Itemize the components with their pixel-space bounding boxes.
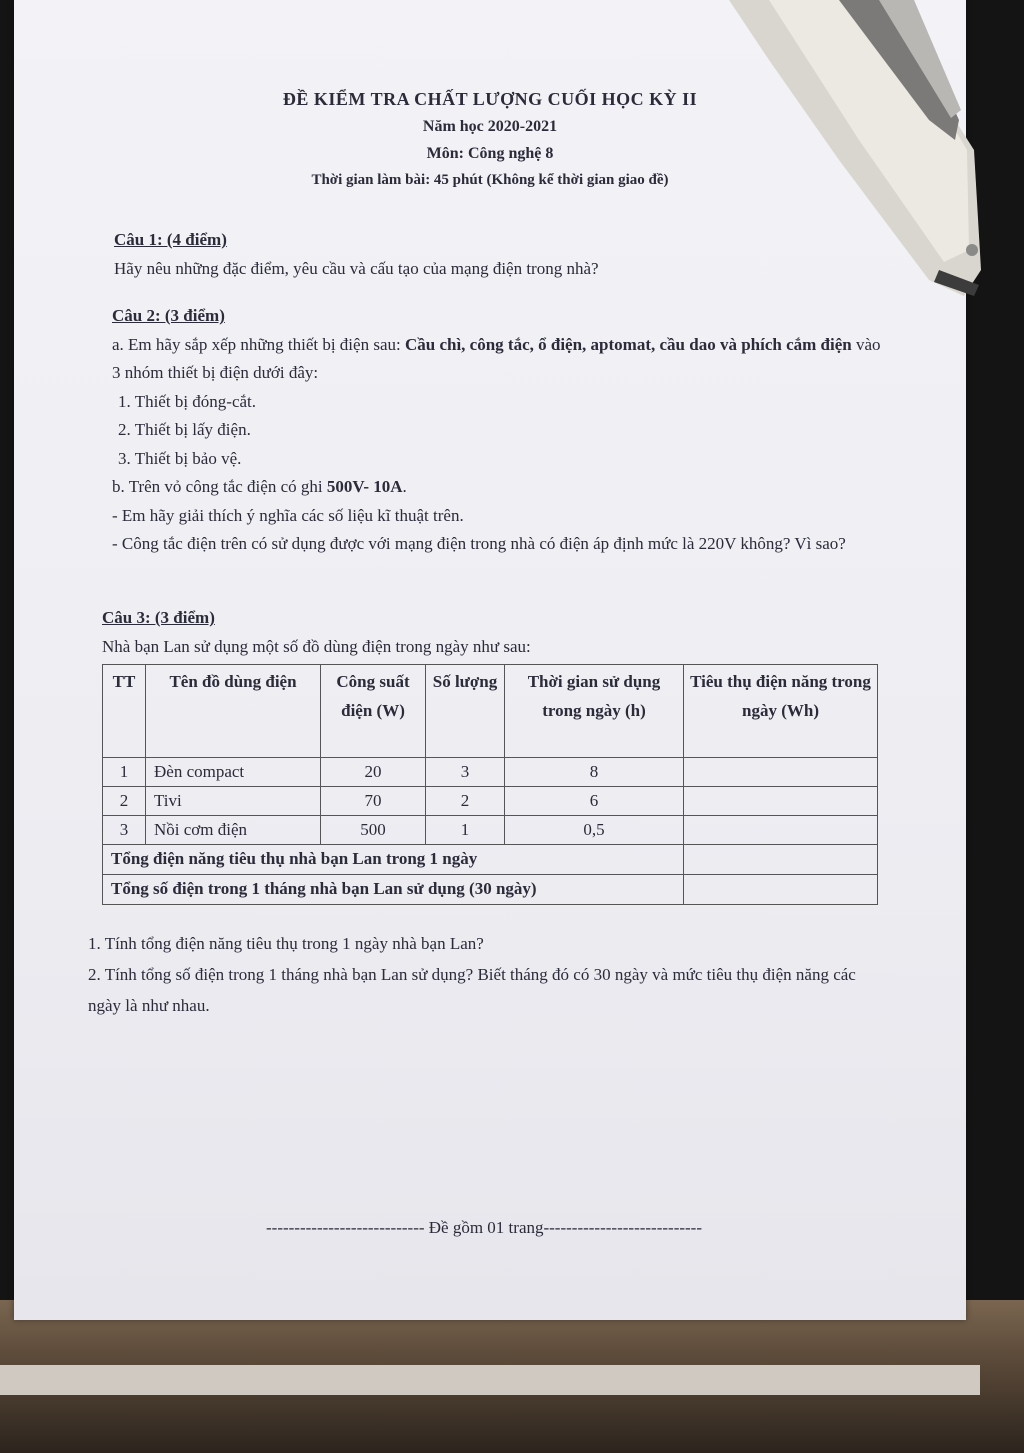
cell-energy bbox=[684, 787, 878, 816]
q3-intro: Nhà bạn Lan sử dụng một số đồ dùng điện trong ngày như sau: bbox=[102, 636, 531, 656]
cell-hours: 6 bbox=[505, 787, 684, 816]
q3-questions bbox=[88, 928, 888, 1021]
cell-qty: 1 bbox=[426, 816, 505, 845]
q2-b-rating: 500V- 10A bbox=[326, 477, 403, 496]
table-row bbox=[103, 758, 878, 787]
col-header-energy: Tiêu thụ điện năng trong ngày (Wh) bbox=[684, 665, 878, 758]
q1-text: Hãy nêu những đặc điểm, yêu cầu và cấu tạo của mạng điện trong nhà? bbox=[114, 258, 599, 278]
q3-question-1: 1. Tính tổng điện năng tiêu thụ trong 1 ngày nhà bạn Lan? bbox=[88, 934, 484, 953]
q2-title: Câu 2: (3 điểm) bbox=[112, 306, 225, 325]
cell-power: 20 bbox=[321, 758, 426, 787]
question-2 bbox=[112, 302, 882, 559]
table-row bbox=[103, 787, 878, 816]
q2-b-line-2: - Công tắc điện trên có sử dụng được với mạng điện trong nhà có điện áp định mức là 220V không? Vì sao? bbox=[112, 534, 846, 553]
q2-a-tail: vào 3 nhóm thiết bị điện dưới đây: bbox=[112, 334, 881, 382]
time-limit: Thời gian làm bài: 45 phút (Không kể thời gian giao đề) bbox=[311, 172, 669, 188]
total-month-value bbox=[684, 875, 878, 905]
table-row bbox=[103, 816, 878, 845]
cell-hours: 8 bbox=[505, 758, 684, 787]
stapler-icon bbox=[729, 0, 989, 300]
total-day-value bbox=[684, 845, 878, 875]
col-header-device: Tên đồ dùng điện bbox=[146, 665, 321, 758]
q2-part-a bbox=[112, 331, 882, 388]
cell-qty: 2 bbox=[426, 787, 505, 816]
cell-energy bbox=[684, 816, 878, 845]
cell-device: Tivi bbox=[146, 787, 321, 816]
subject: Môn: Công nghệ 8 bbox=[426, 145, 554, 162]
school-year: Năm học 2020-2021 bbox=[422, 118, 558, 135]
cell-device: Nồi cơm điện bbox=[146, 816, 321, 845]
cell-energy bbox=[684, 758, 878, 787]
total-day-label: Tổng điện năng tiêu thụ nhà bạn Lan trong 1 ngày bbox=[103, 845, 684, 875]
cell-hours: 0,5 bbox=[505, 816, 684, 845]
table-header-row bbox=[103, 665, 878, 758]
paper-edge-strip bbox=[0, 1365, 980, 1395]
q2-a-intro: a. Em hãy sắp xếp những thiết bị điện sau: bbox=[112, 334, 405, 354]
col-header-tt: TT bbox=[103, 665, 146, 758]
q3-question-2: 2. Tính tổng số điện trong 1 tháng nhà bạn Lan sử dụng? Biết tháng đó có 30 ngày và mức tiêu thụ điện năng các ngày là như nhau. bbox=[88, 965, 856, 1015]
cell-tt: 2 bbox=[103, 787, 146, 816]
total-month-label: Tổng số điện trong 1 tháng nhà bạn Lan sử dụng (30 ngày) bbox=[103, 875, 684, 905]
col-header-power: Công suất điện (W) bbox=[321, 665, 426, 758]
table-total-month-row bbox=[103, 875, 878, 905]
col-header-qty: Số lượng bbox=[426, 665, 505, 758]
q2-part-b bbox=[112, 473, 882, 502]
q2-item-2: 2. Thiết bị lấy điện. bbox=[118, 420, 251, 439]
cell-tt: 3 bbox=[103, 816, 146, 845]
energy-table bbox=[102, 664, 878, 905]
page-count-footer: ---------------------------- Đề gồm 01 trang---------------------------- bbox=[266, 1218, 702, 1237]
q3-title: Câu 3: (3 điểm) bbox=[102, 608, 215, 627]
q2-b-tail: . bbox=[402, 477, 407, 496]
exam-paper bbox=[14, 0, 966, 1320]
q1-title: Câu 1: (4 điểm) bbox=[114, 230, 227, 249]
question-3 bbox=[102, 604, 882, 661]
q2-b-intro: b. Trên vỏ công tắc điện có ghi bbox=[112, 477, 327, 496]
table-total-day-row bbox=[103, 845, 878, 875]
cell-qty: 3 bbox=[426, 758, 505, 787]
cell-tt: 1 bbox=[103, 758, 146, 787]
cell-power: 70 bbox=[321, 787, 426, 816]
q2-item-3: 3. Thiết bị bảo vệ. bbox=[118, 448, 242, 468]
q2-a-devices: Cầu chì, công tắc, ổ điện, aptomat, cầu dao và phích cắm điện bbox=[404, 334, 852, 354]
cell-device: Đèn compact bbox=[146, 758, 321, 787]
q2-b-line-1: - Em hãy giải thích ý nghĩa các số liệu kĩ thuật trên. bbox=[112, 505, 464, 525]
cell-power: 500 bbox=[321, 816, 426, 845]
col-header-hours: Thời gian sử dụng trong ngày (h) bbox=[505, 665, 684, 758]
exam-title: ĐỀ KIỂM TRA CHẤT LƯỢNG CUỐI HỌC KỲ II bbox=[282, 89, 698, 109]
q2-item-1: 1. Thiết bị đóng-cắt. bbox=[118, 391, 257, 411]
